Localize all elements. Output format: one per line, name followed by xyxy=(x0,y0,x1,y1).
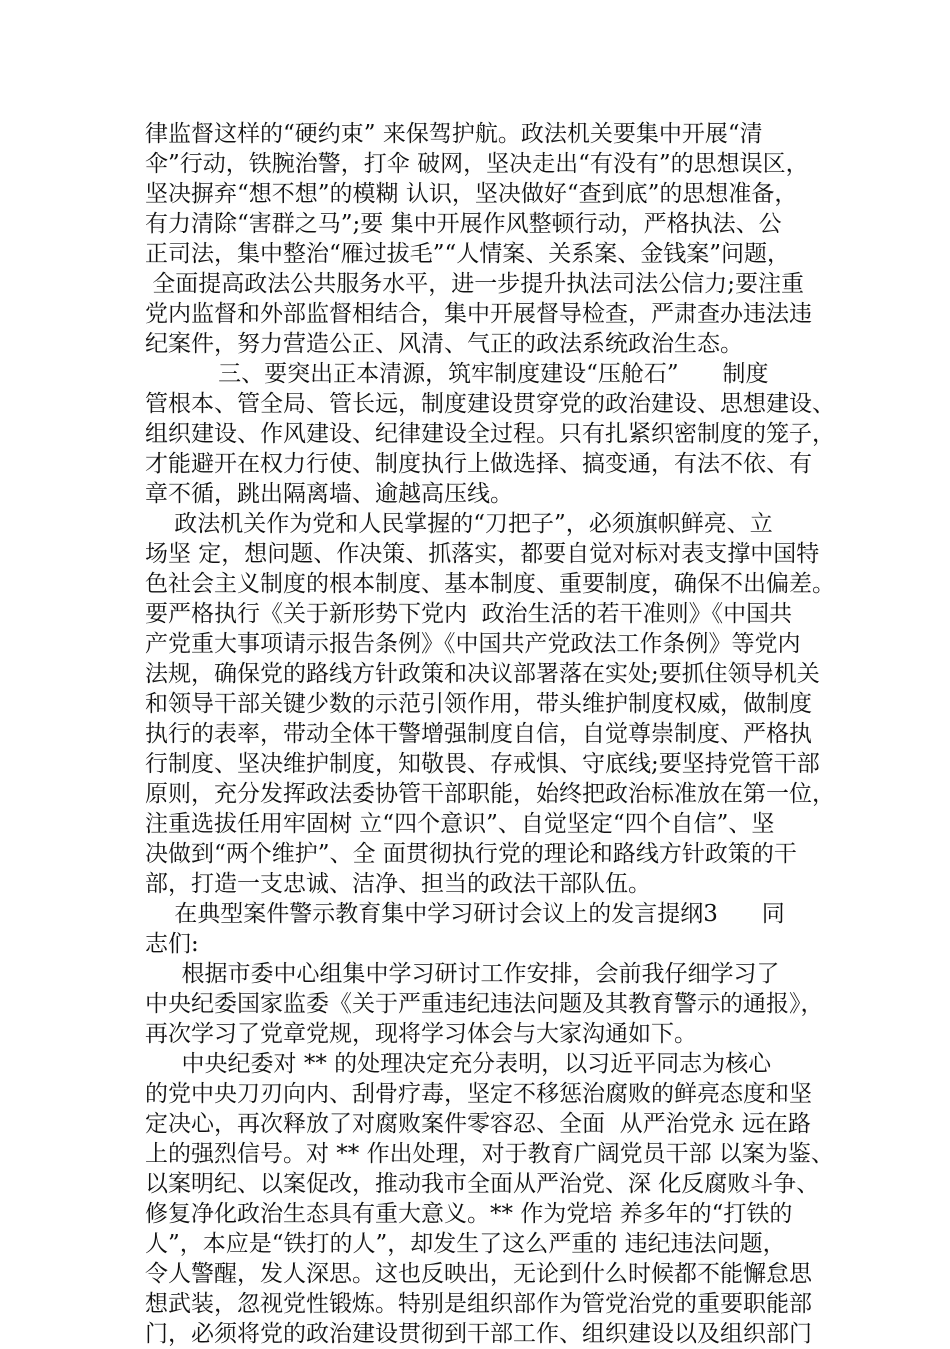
text-line: 正司法，集中整治“雁过拔毛”“人情案、关系案、金钱案”问题， xyxy=(145,241,791,267)
text-line: 党内监督和外部监督相结合，集中开展督导检查，严肃查办违法违 xyxy=(145,301,812,327)
text-line: 组织建设、作风建设、纪律建设全过程。只有扎紧织密制度的笼子， xyxy=(145,421,835,447)
text-line: 定决心，再次释放了对腐败案件零容忍、全面 从严治党永 远在路 xyxy=(145,1111,811,1137)
salutation-line: 志们: xyxy=(145,931,199,957)
text-line: 想武装，忽视党性锻炼。特别是组织部作为管党治党的重要职能部 xyxy=(145,1291,812,1317)
text-line: 和领导干部关键少数的示范引领作用，带头维护制度权威，做制度 xyxy=(145,691,812,717)
text-line: 以案明纪、以案促改，推动我市全面从严治党、深 化反腐败斗争、 xyxy=(145,1171,820,1197)
text-line: 场坚 定，想问题、作决策、抓落实，都要自觉对标对表支撑中国特 xyxy=(145,541,820,567)
text-line: 有力清除“害群之马”;要 集中开展作风整顿行动，严格执法、公 xyxy=(145,211,782,237)
section-heading-line: 三、要突出正本清源，筑牢制度建设“压舱石” 制度 xyxy=(145,361,769,387)
text-line: 再次学习了党章党规，现将学习体会与大家沟通如下。 xyxy=(145,1021,697,1047)
text-line: 决做到“两个维护”、全 面贯彻执行党的理论和路线方针政策的干 xyxy=(145,841,797,867)
text-line: 门，必须将党的政治建设贯彻到干部工作、组织建设以及组织部门 xyxy=(145,1321,812,1347)
text-line: 纪案件，努力营造公正、风清、气正的政法系统政治生态。 xyxy=(145,331,743,357)
text-line: 修复净化政治生态具有重大意义。** 作为党培 养多年的“打铁的 xyxy=(145,1201,793,1227)
text-line: 原则，充分发挥政法委协管干部职能，始终把政治标准放在第一位， xyxy=(145,781,835,807)
text-line: 的党中央刀刃向内、刮骨疗毒，坚定不移惩治腐败的鲜亮态度和坚 xyxy=(145,1081,812,1107)
text-line: 全面提高政法公共服务水平，进一步提升执法司法公信力;要注重 xyxy=(145,271,805,297)
text-line: 才能避开在权力行使、制度执行上做选择、搞变通，有法不依、有 xyxy=(145,451,812,477)
text-line: 根据市委中心组集中学习研讨工作安排，会前我仔细学习了 xyxy=(145,961,780,987)
text-line: 政法机关作为党和人民掌握的“刀把子”，必须旗帜鲜亮、立 xyxy=(145,511,773,537)
text-line: 律监督这样的“硬约束” 来保驾护航。政法机关要集中开展“清 xyxy=(145,121,763,147)
text-line: 产党重大事项请示报告条例》《中国共产党政法工作条例》等党内 xyxy=(145,631,801,657)
text-line: 要严格执行《关于新形势下党内 政治生活的若干准则》《中国共 xyxy=(145,601,793,627)
text-line: 色社会主义制度的根本制度、基本制度、重要制度，确保不出偏差。 xyxy=(145,571,835,597)
text-line: 行制度、坚决维护制度，知敬畏、存戒惧、守底线;要坚持党管干部 xyxy=(145,751,820,777)
text-line: 上的强烈信号。对 ** 作出处理，对于教育广阔党员干部 以案为鉴、 xyxy=(145,1141,834,1167)
text-line: 章不循，跳出隔离墙、逾越高压线。 xyxy=(145,481,513,507)
text-line: 执行的表率，带动全体干警增强制度自信，自觉尊崇制度、严格执 xyxy=(145,721,812,747)
text-line: 伞”行动，铁腕治警，打伞 破网，坚决走出“有没有”的思想误区， xyxy=(145,151,809,177)
text-line: 法规，确保党的路线方针政策和决议部署落在实处;要抓住领导机关 xyxy=(145,661,820,687)
text-line: 中央纪委对 ** 的处理决定充分表明，以习近平同志为核心 xyxy=(145,1051,772,1077)
text-line: 令人警醒，发人深思。这也反映出，无论到什么时候都不能懈怠思 xyxy=(145,1261,812,1287)
text-line: 注重选拔任用牢固树 立“四个意识”、自觉坚定“四个自信”、坚 xyxy=(145,811,775,837)
text-line: 坚决摒弃“想不想”的模糊 认识，坚决做好“查到底”的思想准备， xyxy=(145,181,798,207)
text-line: 人”，本应是“铁打的人”，却发生了这么严重的 违纪违法问题， xyxy=(145,1231,786,1257)
text-line: 管根本、管全局、管长远，制度建设贯穿党的政治建设、思想建设、 xyxy=(145,391,835,417)
text-line: 部，打造一支忠诚、洁净、担当的政法干部队伍。 xyxy=(145,871,651,897)
text-line: 中央纪委国家监委《关于严重违纪违法问题及其教育警示的通报》， xyxy=(145,991,824,1017)
speech-title-line: 在典型案件警示教育集中学习研讨会议上的发言提纲3 同 xyxy=(145,901,785,927)
